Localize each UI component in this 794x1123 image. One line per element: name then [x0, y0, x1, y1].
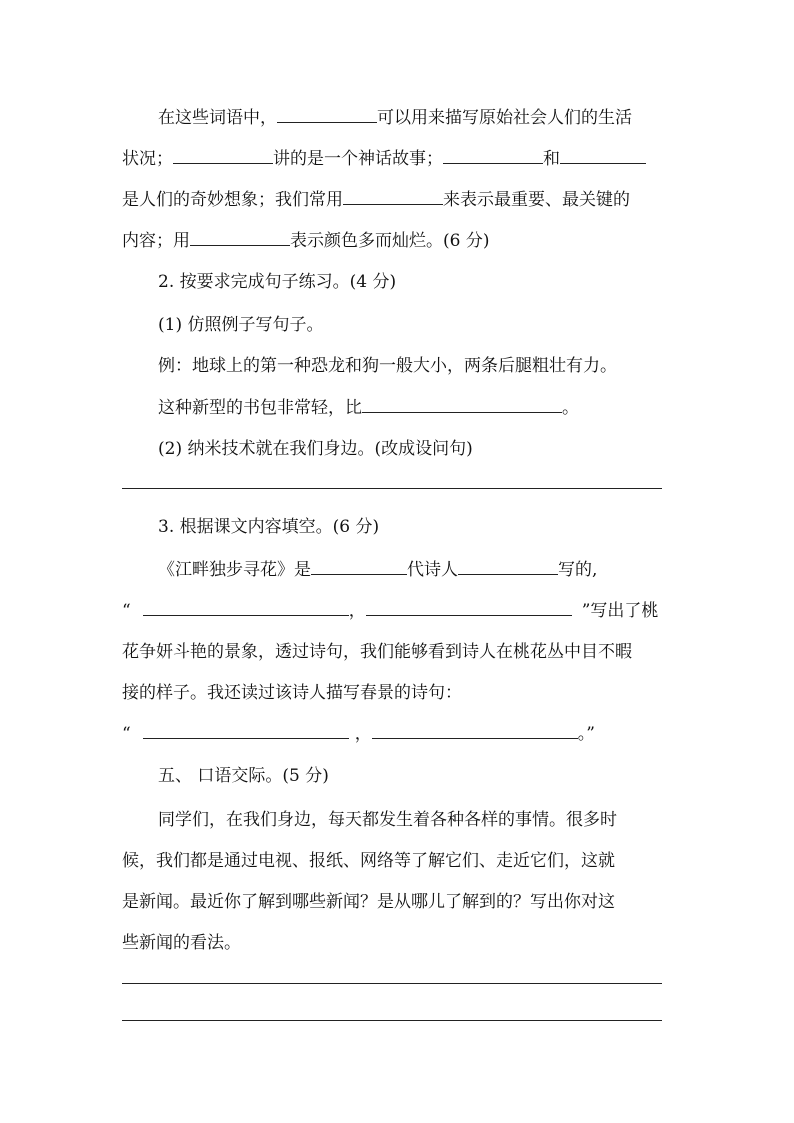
text: 表示颜色多而灿烂。(6 分)	[290, 231, 490, 251]
blank-3[interactable]	[443, 145, 543, 164]
q2-example: 例：地球上的第一种恐龙和狗一般大小，两条后腿粗壮有力。	[158, 356, 617, 376]
q2-sub2: (2) 纳米技术就在我们身边。(改成设问句)	[158, 439, 473, 459]
blank-8[interactable]	[311, 556, 407, 575]
q2-sub1: (1) 仿照例子写句子。	[158, 315, 324, 335]
q3-line5	[122, 720, 595, 748]
blank-5[interactable]	[343, 186, 443, 205]
blank-1[interactable]	[277, 104, 377, 123]
blank-13[interactable]	[372, 720, 578, 739]
blank-11[interactable]	[366, 597, 572, 616]
q2-prompt	[158, 394, 579, 422]
text: ”写出了桃	[581, 601, 659, 621]
text: “	[122, 724, 131, 744]
section5-title: 五、 口语交际。(5 分)	[158, 766, 329, 786]
text: 内容；用	[122, 231, 190, 251]
q3-line2	[122, 597, 658, 625]
q3-line3: 花争妍斗艳的景象，透过诗句，我们能够看到诗人在桃花丛中目不暇	[122, 642, 632, 662]
section5-line2: 候，我们都是通过电视、报纸、网络等了解它们、走近它们，这就	[122, 851, 615, 871]
text: 代诗人	[407, 560, 458, 580]
para1-line4	[122, 227, 489, 255]
section5-line1: 同学们，在我们身边，每天都发生着各种各样的事情。很多时	[158, 810, 617, 830]
text: 《江畔独步寻花》是	[158, 560, 311, 580]
text: ，	[348, 601, 366, 621]
text: ，	[354, 724, 372, 744]
q3-line1	[158, 556, 597, 584]
answer-line[interactable]	[122, 1020, 662, 1021]
section5-line4: 些新闻的看法。	[122, 933, 241, 953]
q3-line4: 接的样子。我还读过该诗人描写春景的诗句：	[122, 683, 462, 703]
blank-10[interactable]	[143, 597, 349, 616]
para1-line3	[122, 186, 630, 214]
blank-7[interactable]	[362, 394, 562, 413]
text: 状况；	[122, 149, 173, 169]
text: 。”	[577, 724, 595, 744]
answer-line[interactable]	[122, 488, 662, 489]
para1-line1	[158, 104, 632, 132]
text: 讲的是一个神话故事；	[273, 149, 443, 169]
text: 。	[562, 398, 579, 418]
text: 是人们的奇妙想象；我们常用	[122, 190, 343, 210]
answer-line[interactable]	[122, 983, 662, 984]
text: 可以用来描写原始社会人们的生活	[377, 108, 632, 128]
section5-line3: 是新闻。最近你了解到哪些新闻？是从哪儿了解到的？写出你对这	[122, 892, 615, 912]
text: “	[122, 601, 131, 621]
blank-2[interactable]	[173, 145, 273, 164]
blank-12[interactable]	[143, 720, 349, 739]
q3-title: 3. 根据课文内容填空。(6 分)	[158, 517, 380, 537]
blank-4[interactable]	[560, 145, 646, 164]
text: 在这些词语中，	[158, 108, 277, 128]
para1-line2	[122, 145, 646, 173]
text: 来表示最重要、最关键的	[443, 190, 630, 210]
blank-6[interactable]	[190, 227, 290, 246]
q2-title: 2. 按要求完成句子练习。(4 分)	[158, 272, 397, 292]
blank-9[interactable]	[458, 556, 558, 575]
text: 和	[543, 149, 560, 169]
text: 写的,	[558, 560, 598, 580]
text: 这种新型的书包非常轻，比	[158, 398, 362, 418]
